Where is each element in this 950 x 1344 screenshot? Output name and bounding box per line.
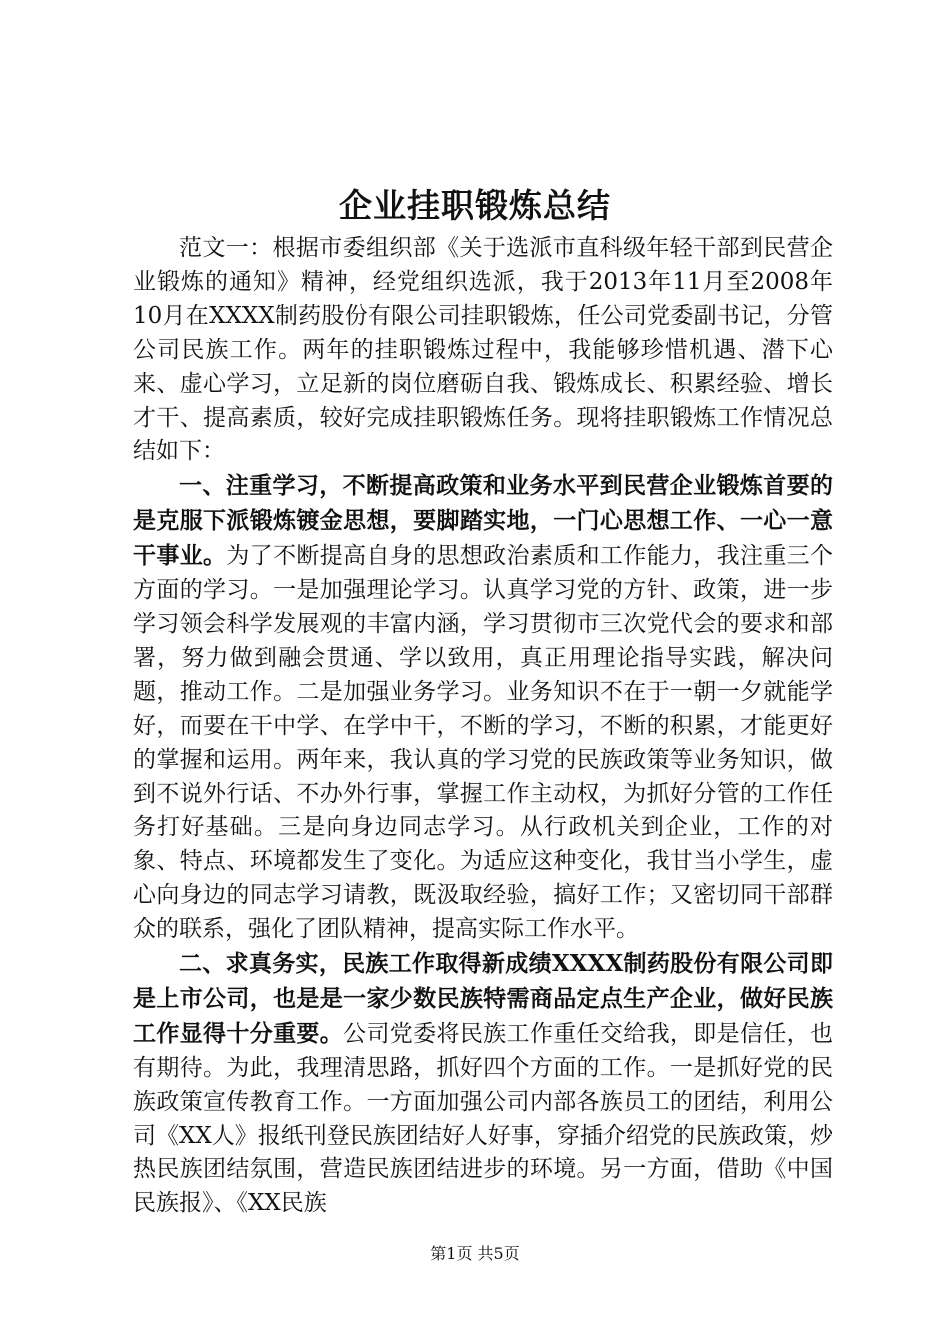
section-heading: 二、求真务实，民族工作取得新成绩XXXX制药股份有限公司即是上市公司，也是是一家少数民族特需商品定点生产企业，做好民族工作显得十分重要。	[133, 950, 833, 1047]
paragraph-text: 公司党委将民族工作重任交给我，即是信任，也有期待。为此，我理清思路，抓好四个方面的工作。一是抓好党的民族政策宣传教育工作。一方面加强公司内部各族员工的团结，利用公司《XX人》报纸刊登民族团结好人好事，穿插介绍党的民族政策，炒热民族团结氛围，营造民族团结进步的环境。另一方面，借助《中国民族报》、《XX民族	[133, 1020, 834, 1217]
paragraph-intro	[133, 232, 833, 469]
section-heading: 一、注重学习，不断提高政策和业务水平到民营企业锻炼首要的是克服下派锻炼镀金思想，要脚踏实地，一门心思想工作、一心一意干事业。	[133, 472, 833, 570]
paragraph-section-2	[133, 947, 833, 1221]
paragraph-text: 范文一：根据市委组织部《关于选派市直科级年轻干部到民营企业锻炼的通知》精神，经党组织选派，我于2013年11月至2008年10月在XXXX制药股份有限公司挂职锻炼，任公司党委副书记，分管公司民族工作。两年的挂职锻炼过程中，我能够珍惜机遇、潜下心来、虚心学习，立足新的岗位磨砺自我、锻炼成长、积累经验、增长才干、提高素质，较好完成挂职锻炼任务。现将挂职锻炼工作情况总结如下：	[133, 235, 833, 465]
page-number-footer: 第1页 共5页	[430, 1244, 520, 1263]
document-body	[133, 232, 833, 1221]
paragraph-text: 为了不断提高自身的思想政治素质和工作能力，我注重三个方面的学习。一是加强理论学习。认真学习党的方针、政策，进一步学习领会科学发展观的丰富内涵，学习贯彻市三次党代会的要求和部署，努力做到融会贯通、学以致用，真正用理论指导实践，解决问题，推动工作。二是加强业务学习。业务知识不在于一朝一夕就能学好，而要在干中学、在学中干，不断的学习，不断的积累，才能更好的掌握和运用。两年来，我认真的学习党的民族政策等业务知识，做到不说外行话、不办外行事，掌握工作主动权，为抓好分管的工作任务打好基础。三是向身边同志学习。从行政机关到企业，工作的对象、特点、环境都发生了变化。为适应这种变化，我甘当小学生，虚心向身边的同志学习请教，既汲取经验，搞好工作；又密切同干部群众的联系，强化了团队精神，提高实际工作水平。	[133, 543, 834, 943]
document-title: 企业挂职锻炼总结	[339, 186, 611, 225]
paragraph-section-1	[133, 469, 833, 947]
